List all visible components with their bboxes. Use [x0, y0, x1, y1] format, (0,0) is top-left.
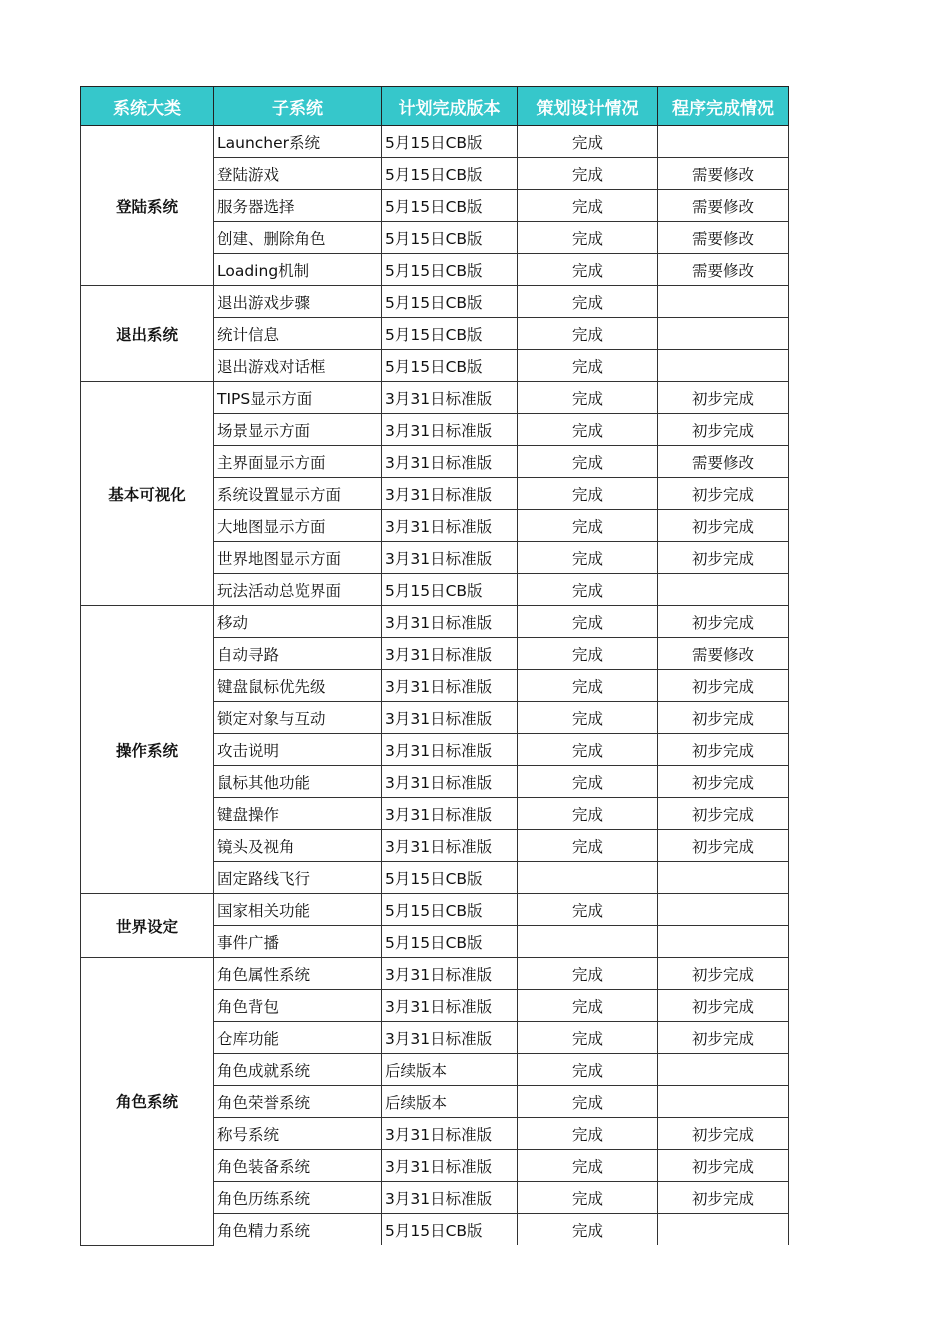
version-cell: 5月15日CB版 [382, 894, 518, 926]
subsystem-cell: 玩法活动总览界面 [214, 574, 382, 606]
subsystem-cell: 角色历练系统 [214, 1182, 382, 1214]
program-status-cell: 需要修改 [658, 638, 789, 670]
version-cell: 5月15日CB版 [382, 126, 518, 158]
program-status-cell [658, 574, 789, 606]
header-program-status: 程序完成情况 [658, 87, 789, 126]
version-cell: 3月31日标准版 [382, 638, 518, 670]
program-status-cell [658, 894, 789, 926]
subsystem-cell: 锁定对象与互动 [214, 702, 382, 734]
design-status-cell [518, 926, 658, 958]
table-row [81, 894, 789, 926]
design-status-cell: 完成 [518, 894, 658, 926]
program-status-cell [658, 1054, 789, 1086]
design-status-cell: 完成 [518, 126, 658, 158]
program-status-cell: 初步完成 [658, 1150, 789, 1182]
subsystem-cell: 角色精力系统 [214, 1214, 382, 1246]
design-status-cell: 完成 [518, 766, 658, 798]
design-status-cell: 完成 [518, 574, 658, 606]
version-cell: 5月15日CB版 [382, 158, 518, 190]
version-cell: 3月31日标准版 [382, 1022, 518, 1054]
version-cell: 3月31日标准版 [382, 478, 518, 510]
header-planned-version: 计划完成版本 [382, 87, 518, 126]
program-status-cell [658, 126, 789, 158]
design-status-cell: 完成 [518, 1118, 658, 1150]
subsystem-cell: 统计信息 [214, 318, 382, 350]
program-status-cell: 初步完成 [658, 1182, 789, 1214]
version-cell: 后续版本 [382, 1086, 518, 1118]
version-cell: 5月15日CB版 [382, 350, 518, 382]
design-status-cell: 完成 [518, 510, 658, 542]
program-status-cell: 需要修改 [658, 222, 789, 254]
version-cell: 5月15日CB版 [382, 222, 518, 254]
design-status-cell: 完成 [518, 670, 658, 702]
table-row [81, 286, 789, 318]
program-status-cell: 需要修改 [658, 446, 789, 478]
subsystem-cell: 键盘鼠标优先级 [214, 670, 382, 702]
subsystem-cell: 鼠标其他功能 [214, 766, 382, 798]
design-status-cell: 完成 [518, 1022, 658, 1054]
header-subsystem: 子系统 [214, 87, 382, 126]
version-cell: 5月15日CB版 [382, 254, 518, 286]
program-status-cell [658, 862, 789, 894]
program-status-cell [658, 318, 789, 350]
version-cell: 5月15日CB版 [382, 318, 518, 350]
subsystem-cell: 国家相关功能 [214, 894, 382, 926]
subsystem-cell: TIPS显示方面 [214, 382, 382, 414]
version-cell: 5月15日CB版 [382, 926, 518, 958]
program-status-cell [658, 350, 789, 382]
subsystem-cell: 退出游戏对话框 [214, 350, 382, 382]
design-status-cell: 完成 [518, 286, 658, 318]
design-status-cell: 完成 [518, 478, 658, 510]
version-cell: 3月31日标准版 [382, 414, 518, 446]
program-status-cell: 初步完成 [658, 414, 789, 446]
version-cell: 3月31日标准版 [382, 446, 518, 478]
header-category: 系统大类 [81, 87, 214, 126]
program-status-cell: 初步完成 [658, 830, 789, 862]
design-status-cell: 完成 [518, 414, 658, 446]
category-cell: 世界设定 [81, 894, 214, 958]
program-status-cell: 初步完成 [658, 478, 789, 510]
program-status-cell [658, 1086, 789, 1118]
program-status-cell: 需要修改 [658, 254, 789, 286]
header-design-status: 策划设计情况 [518, 87, 658, 126]
version-cell: 3月31日标准版 [382, 606, 518, 638]
program-status-cell: 初步完成 [658, 1118, 789, 1150]
version-cell: 3月31日标准版 [382, 1118, 518, 1150]
design-status-cell: 完成 [518, 958, 658, 990]
design-status-cell: 完成 [518, 734, 658, 766]
program-status-cell: 初步完成 [658, 990, 789, 1022]
version-cell: 5月15日CB版 [382, 1214, 518, 1246]
table-row [81, 606, 789, 638]
subsystem-cell: 世界地图显示方面 [214, 542, 382, 574]
subsystem-cell: 自动寻路 [214, 638, 382, 670]
subsystem-cell: 称号系统 [214, 1118, 382, 1150]
subsystem-cell: 攻击说明 [214, 734, 382, 766]
version-cell: 3月31日标准版 [382, 382, 518, 414]
version-cell: 3月31日标准版 [382, 830, 518, 862]
subsystem-cell: 角色成就系统 [214, 1054, 382, 1086]
design-status-cell: 完成 [518, 542, 658, 574]
version-cell: 3月31日标准版 [382, 510, 518, 542]
program-status-cell: 需要修改 [658, 158, 789, 190]
subsystem-cell: 大地图显示方面 [214, 510, 382, 542]
design-status-cell: 完成 [518, 1182, 658, 1214]
version-cell: 5月15日CB版 [382, 574, 518, 606]
design-status-cell: 完成 [518, 830, 658, 862]
version-cell: 后续版本 [382, 1054, 518, 1086]
header-row [81, 87, 789, 126]
version-cell: 3月31日标准版 [382, 766, 518, 798]
design-status-cell: 完成 [518, 318, 658, 350]
category-cell: 退出系统 [81, 286, 214, 382]
program-status-cell: 初步完成 [658, 1022, 789, 1054]
version-cell: 3月31日标准版 [382, 990, 518, 1022]
design-status-cell: 完成 [518, 190, 658, 222]
design-status-cell: 完成 [518, 1214, 658, 1246]
design-status-cell: 完成 [518, 702, 658, 734]
subsystem-cell: 登陆游戏 [214, 158, 382, 190]
program-status-cell [658, 926, 789, 958]
table-row [81, 126, 789, 158]
subsystem-cell: 主界面显示方面 [214, 446, 382, 478]
version-cell: 3月31日标准版 [382, 670, 518, 702]
design-status-cell: 完成 [518, 254, 658, 286]
program-status-cell [658, 286, 789, 318]
category-cell: 角色系统 [81, 958, 214, 1246]
subsystem-cell: 仓库功能 [214, 1022, 382, 1054]
table-row [81, 382, 789, 414]
subsystem-cell: 创建、删除角色 [214, 222, 382, 254]
version-cell: 3月31日标准版 [382, 798, 518, 830]
subsystem-cell: 角色背包 [214, 990, 382, 1022]
program-status-cell: 初步完成 [658, 510, 789, 542]
design-status-cell: 完成 [518, 350, 658, 382]
category-cell: 基本可视化 [81, 382, 214, 606]
design-status-cell: 完成 [518, 798, 658, 830]
version-cell: 5月15日CB版 [382, 862, 518, 894]
program-status-cell: 初步完成 [658, 670, 789, 702]
version-cell: 3月31日标准版 [382, 542, 518, 574]
version-cell: 3月31日标准版 [382, 734, 518, 766]
program-status-cell: 初步完成 [658, 766, 789, 798]
design-status-cell: 完成 [518, 382, 658, 414]
design-status-cell: 完成 [518, 990, 658, 1022]
subsystem-cell: 角色属性系统 [214, 958, 382, 990]
subsystem-cell: 事件广播 [214, 926, 382, 958]
subsystem-cell: Loading机制 [214, 254, 382, 286]
program-status-cell: 初步完成 [658, 798, 789, 830]
version-cell: 3月31日标准版 [382, 958, 518, 990]
version-cell: 5月15日CB版 [382, 286, 518, 318]
subsystem-cell: 角色装备系统 [214, 1150, 382, 1182]
subsystem-cell: 镜头及视角 [214, 830, 382, 862]
subsystem-cell: Launcher系统 [214, 126, 382, 158]
version-cell: 3月31日标准版 [382, 1182, 518, 1214]
table-body [81, 126, 789, 1246]
program-status-cell: 初步完成 [658, 958, 789, 990]
progress-table [80, 86, 789, 1246]
design-status-cell: 完成 [518, 606, 658, 638]
subsystem-cell: 场景显示方面 [214, 414, 382, 446]
version-cell: 3月31日标准版 [382, 702, 518, 734]
program-status-cell: 初步完成 [658, 702, 789, 734]
program-status-cell: 初步完成 [658, 542, 789, 574]
subsystem-cell: 移动 [214, 606, 382, 638]
table-row [81, 958, 789, 990]
design-status-cell: 完成 [518, 446, 658, 478]
subsystem-cell: 键盘操作 [214, 798, 382, 830]
subsystem-cell: 服务器选择 [214, 190, 382, 222]
program-status-cell [658, 1214, 789, 1246]
design-status-cell: 完成 [518, 158, 658, 190]
design-status-cell: 完成 [518, 1086, 658, 1118]
design-status-cell: 完成 [518, 1054, 658, 1086]
program-status-cell: 初步完成 [658, 734, 789, 766]
design-status-cell [518, 862, 658, 894]
version-cell: 3月31日标准版 [382, 1150, 518, 1182]
design-status-cell: 完成 [518, 638, 658, 670]
program-status-cell: 需要修改 [658, 190, 789, 222]
category-cell: 操作系统 [81, 606, 214, 894]
version-cell: 5月15日CB版 [382, 190, 518, 222]
program-status-cell: 初步完成 [658, 606, 789, 638]
subsystem-cell: 角色荣誉系统 [214, 1086, 382, 1118]
category-cell: 登陆系统 [81, 126, 214, 286]
subsystem-cell: 系统设置显示方面 [214, 478, 382, 510]
design-status-cell: 完成 [518, 1150, 658, 1182]
design-status-cell: 完成 [518, 222, 658, 254]
program-status-cell: 初步完成 [658, 382, 789, 414]
subsystem-cell: 固定路线飞行 [214, 862, 382, 894]
subsystem-cell: 退出游戏步骤 [214, 286, 382, 318]
